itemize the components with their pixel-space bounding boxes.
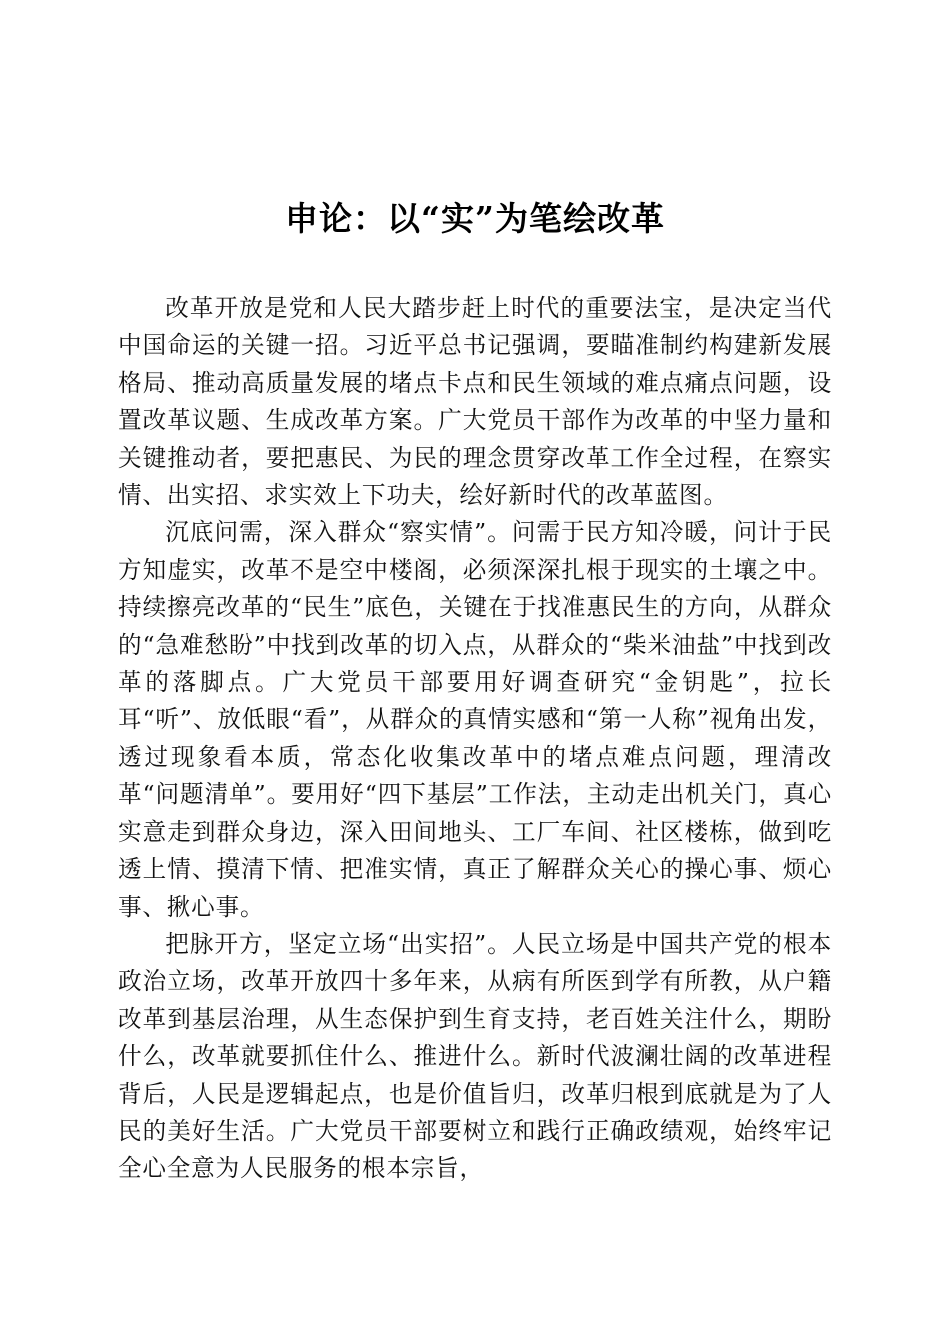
paragraph-investigate: 沉底问需，深入群众“察实情”。问需于民方知冷暖，问计于民方知虚实，改革不是空中楼阁，必须深深扎根于现实的土壤之中。持续擦亮改革的“民生”底色，关键在于找准惠民生的方向，从群众的“急难愁盼”中找到改革的切入点，从群众的“柴米油盐”中找到改革的落脚点。广大党员干部要用好调查研究“金钥匙”，拉长耳“听”、放低眼“看”，从群众的真情实感和“第一人称”视角出发，透过现象看本质，常态化收集改革中的堵点难点问题，理清改革“问题清单”。要用好“四下基层”工作法，主动走出机关门，真心实意走到群众身边，深入田间地头、工厂车间、社区楼栋，做到吃透上情、摸清下情、把准实情，真正了解群众关心的操心事、烦心事、揪心事。: [118, 518, 832, 921]
paragraph-measures: 把脉开方，坚定立场“出实招”。人民立场是中国共产党的根本政治立场，改革开放四十多年来，从病有所医到学有所教，从户籍改革到基层治理，从生态保护到生育支持，老百姓关注什么，期盼什么，改革就要抓住什么、推进什么。新时代波澜壮阔的改革进程背后，人民是逻辑起点，也是价值旨归，改革归根到底就是为了人民的美好生活。广大党员干部要树立和践行正确政绩观，始终牢记全心全意为人民服务的根本宗旨，: [118, 929, 832, 1183]
document-title: 申论：以“实”为笔绘改革: [285, 199, 665, 238]
document-body: [118, 290, 832, 1188]
paragraph-intro: 改革开放是党和人民大踏步赶上时代的重要法宝，是决定当代中国命运的关键一招。习近平总书记强调，要瞄准制约构建新发展格局、推动高质量发展的堵点卡点和民生领域的难点痛点问题，设置改革议题、生成改革方案。广大党员干部作为改革的中坚力量和关键推动者，要把惠民、为民的理念贯穿改革工作全过程，在察实情、出实招、求实效上下功夫，绘好新时代的改革蓝图。: [118, 294, 832, 510]
